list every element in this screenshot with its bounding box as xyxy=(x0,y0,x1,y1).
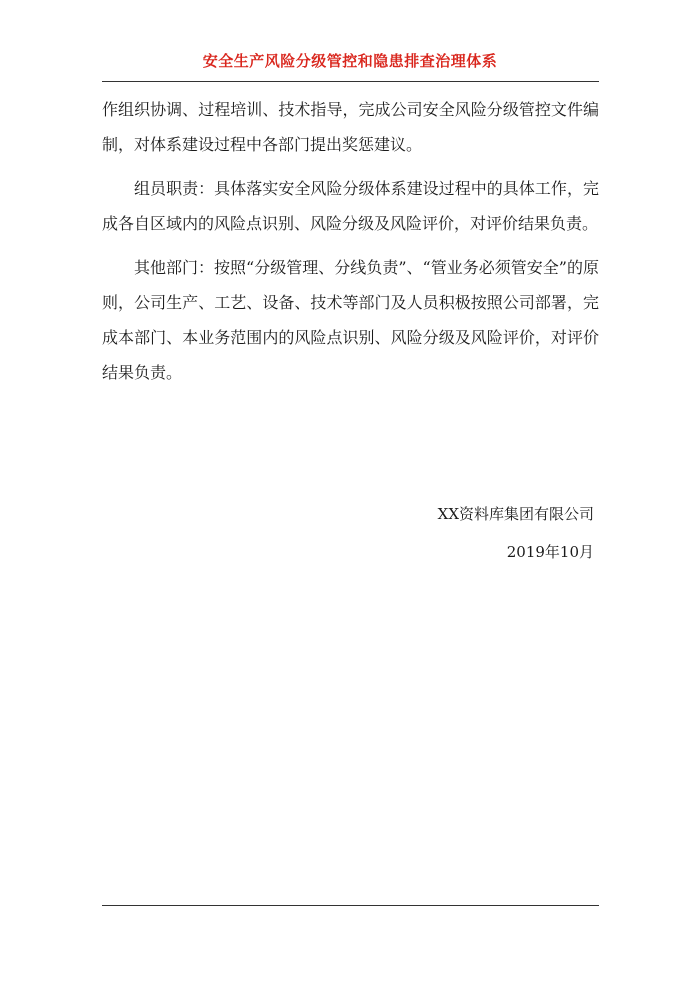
paragraph-member-duties: 组员职责：具体落实安全风险分级体系建设过程中的具体工作，完成各自区域内的风险点识别、风险分级及风险评价，对评价结果负责。 xyxy=(102,179,599,233)
paragraph-other-departments: 其他部门：按照“分级管理、分线负责”、“管业务必须管安全”的原则，公司生产、工艺、设备、技术等部门及人员积极按照公司部署，完成本部门、本业务范围内的风险点识别、风险分级及风险评价，对评价结果负责。 xyxy=(102,258,599,382)
footer-divider xyxy=(102,905,599,906)
header-divider xyxy=(102,81,599,82)
signature-date: 2019年10月 xyxy=(506,543,594,561)
paragraph-continuation: 作组织协调、过程培训、技术指导，完成公司安全风险分级管控文件编制，对体系建设过程中各部门提出奖惩建议。 xyxy=(102,100,599,154)
signature-organization: XX资料库集团有限公司 xyxy=(437,505,594,523)
signature-block xyxy=(438,495,594,571)
document-body xyxy=(102,92,599,399)
document-header-title: 安全生产风险分级管控和隐患排查治理体系 xyxy=(202,52,498,70)
